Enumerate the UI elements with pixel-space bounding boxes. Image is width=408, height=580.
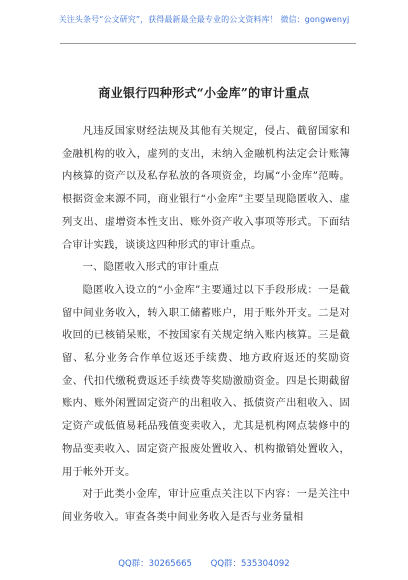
header-divider xyxy=(60,43,356,44)
section-heading: 一、隐匿收入形式的审计重点 xyxy=(82,261,220,274)
paragraph-audit-focus: 对于此类小金库，审计应重点关注以下内容：一是关注中间业务收入。审查各类中间业务收入是否与业务量相 xyxy=(62,488,350,523)
qq-group-2: QQ群：535304092 xyxy=(210,559,290,569)
document-body xyxy=(62,120,350,529)
qq-group-1: QQ群：30265665 xyxy=(118,559,192,569)
paragraph-hidden-income: 隐匿收入设立的“小金库”主要通过以下手段形成：一是截留中间业务收入，转入职工储蓄账户，用于账外开支。二是对收回的已核销呆账，不按国家有关规定纳入账内核算。三是截留、私分业务合作单位返还手续费、地方政府返还的奖励资金、代扣代缴税费返还手续费等奖励激励资金。四是长期截留账内、账外闲置固定资产的出租收入、抵债资产出租收入、固定资产或低值易耗品残值变卖收入，尤其是机构网点装修中的物品变卖收入、固定资产报废处置收入、机构撤销处置收入，用于帐外开支。 xyxy=(62,283,350,478)
paragraph-intro: 凡违反国家财经法规及其他有关规定，侵占、截留国家和金融机构的收入，虚列的支出，未纳入金融机构法定会计账簿内核算的资产以及私存私放的各项资金，均属“小金库”范畴。根据资金来源不同，商业银行“小金库”主要呈现隐匿收入、虚列支出、虚增资本性支出、账外资产收入事项等形式。下面结合审计实践，谈谈这四种形式的审计重点。 xyxy=(62,125,350,251)
promo-header: 关注头条号“公文研究”，获得最新最全最专业的公文资料库！ 微信：gongwenyj xyxy=(58,15,350,24)
document-title: 商业银行四种形式“小金库”的审计重点 xyxy=(98,86,310,100)
qq-footer xyxy=(0,557,408,569)
